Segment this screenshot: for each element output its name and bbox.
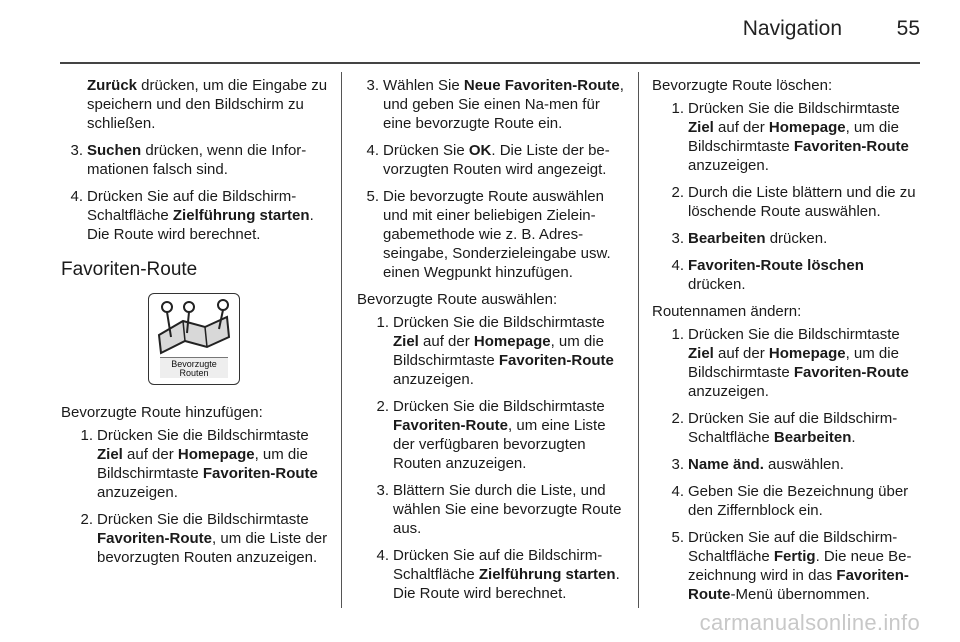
- column-3: [652, 76, 922, 612]
- column-divider-2: [638, 72, 639, 608]
- add-step-4: 4. Drücken Sie OK. Die Liste der be-vorzugten Routen wird angezeigt.: [366, 142, 610, 178]
- add-step-5: 5. Die bevorzugte Route auswählen und mit einer beliebigen Zielein-gabemethode wie z. B. Adres-seingabe, Sonderzieleingabe usw. einen Wegpunkt hinzufügen.: [366, 188, 611, 281]
- rename-route-label: Routennamen ändern:: [652, 303, 802, 320]
- rename-step-1: 1. Drücken Sie die Bildschirmtaste Ziel auf der Homepage, um die Bildschirmtaste Favoriten-Route anzuzeigen.: [671, 326, 909, 400]
- add-step-1: 1. Drücken Sie die Bildschirmtaste Ziel auf der Homepage, um die Bildschirmtaste Favoriten-Route anzuzeigen.: [80, 427, 318, 501]
- step-continuation: Zurück drücken, um die Eingabe zu speichern und den Bildschirm zu schließen.: [87, 77, 328, 132]
- select-route-steps: [367, 313, 627, 603]
- rename-step-2: 2. Drücken Sie auf die Bildschirm-Schaltfläche Bearbeiten.: [671, 410, 898, 446]
- page-number: 55: [896, 17, 920, 40]
- add-step-3: 3. Wählen Sie Neue Favoriten-Route, und geben Sie einen Na-men für eine bevorzugte Route ein.: [366, 77, 624, 132]
- delete-route-steps: [662, 99, 922, 294]
- column-divider-1: [341, 72, 342, 608]
- watermark: carmanualsonline.info: [699, 610, 920, 635]
- header-divider: [60, 62, 920, 64]
- rename-step-5: 5. Drücken Sie auf die Bildschirm-Schaltfläche Fertig. Die neue Be-zeichnung wird in das Favoriten-Route-Menü übernommen.: [671, 529, 912, 603]
- delete-step-1: 1. Drücken Sie die Bildschirmtaste Ziel auf der Homepage, um die Bildschirmtaste Favoriten-Route anzuzeigen.: [671, 100, 909, 174]
- icon-caption: Bevorzugte Routen: [160, 357, 228, 378]
- step-4-start-guidance: 4. Drücken Sie auf die Bildschirm-Schaltfläche Zielführung starten. Die Route wird berechnet.: [70, 188, 314, 243]
- delete-step-3: 3. Bearbeiten drücken.: [671, 230, 828, 247]
- rename-step-3: 3. Name änd. auswählen.: [671, 456, 844, 473]
- delete-route-label: Bevorzugte Route löschen:: [652, 77, 833, 94]
- select-step-1: 1. Drücken Sie die Bildschirmtaste Ziel auf der Homepage, um die Bildschirmtaste Favoriten-Route anzuzeigen.: [376, 314, 614, 388]
- add-route-steps: [71, 426, 329, 567]
- rename-step-4: 4. Geben Sie die Bezeichnung über den Ziffernblock ein.: [671, 483, 909, 519]
- select-step-2: 2. Drücken Sie die Bildschirmtaste Favoriten-Route, um eine Liste der verfügbaren bevorzugten Routen anzuzeigen.: [376, 398, 606, 472]
- rename-route-steps: [662, 325, 922, 604]
- delete-step-4: 4. Favoriten-Route löschen drücken.: [671, 257, 864, 293]
- route-map-icon: [153, 297, 235, 357]
- section-heading: Favoriten-Route: [61, 259, 198, 280]
- column-2: [357, 76, 627, 611]
- page-title: Navigation: [742, 17, 842, 40]
- add-route-label: Bevorzugte Route hinzufügen:: [61, 404, 263, 421]
- delete-step-2: 2. Durch die Liste blättern und die zu löschende Route auswählen.: [671, 184, 916, 220]
- column-1: [61, 76, 329, 575]
- step-3-search: 3. Suchen drücken, wenn die Infor-mationen falsch sind.: [70, 142, 307, 178]
- add-step-2: 2. Drücken Sie die Bildschirmtaste Favoriten-Route, um die Liste der bevorzugten Routen anzuzeigen.: [80, 511, 328, 566]
- select-route-label: Bevorzugte Route auswählen:: [357, 291, 558, 308]
- select-step-4: 4. Drücken Sie auf die Bildschirm-Schaltfläche Zielführung starten. Die Route wird berechnet.: [376, 547, 620, 602]
- select-step-3: 3. Blättern Sie durch die Liste, und wählen Sie eine bevorzugte Route aus.: [376, 482, 622, 537]
- favorite-routes-icon: [148, 293, 240, 385]
